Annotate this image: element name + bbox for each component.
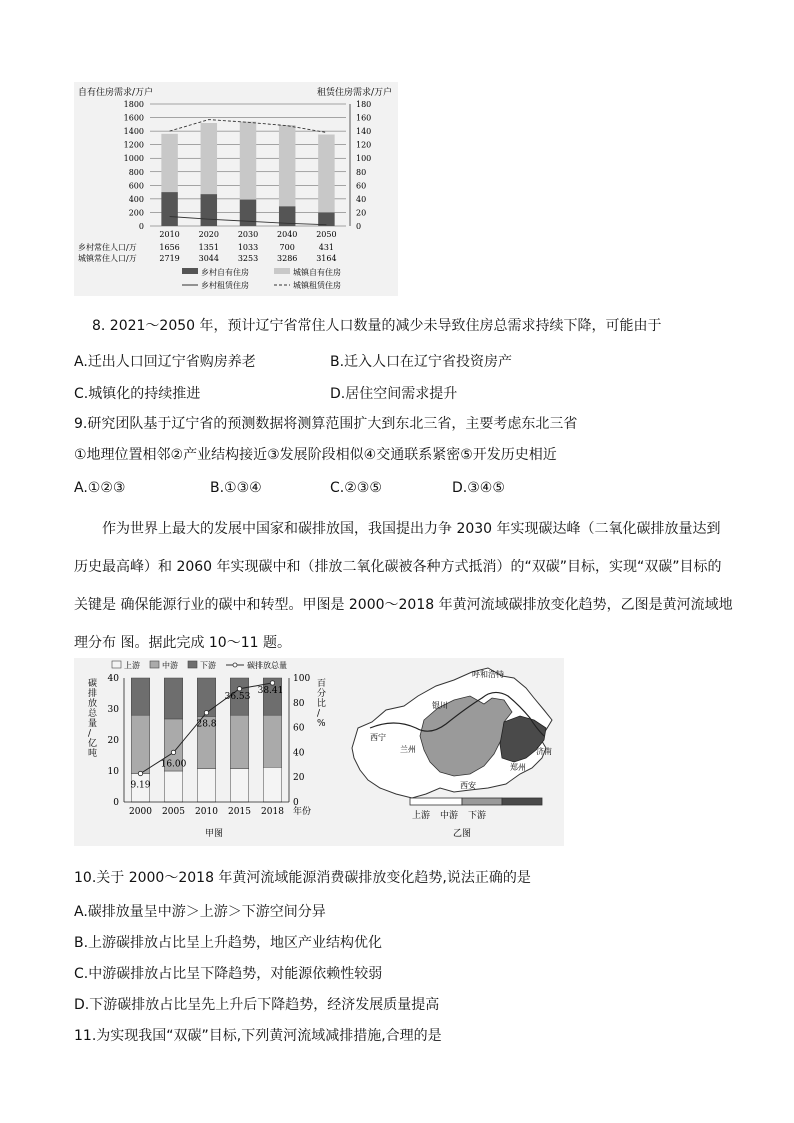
x-tick-label: 2015 <box>228 807 251 817</box>
map-place-yinchuan: 银川 <box>432 701 448 710</box>
left-tick-label: 10 <box>107 767 119 777</box>
right-tick-label: 0 <box>293 798 299 808</box>
right-axis-label: 百分比/ % <box>317 679 327 729</box>
x-unit-label: 年份 <box>293 807 312 817</box>
x-tick-label: 2040 <box>277 230 298 239</box>
total-emission-data-label: 38.41 <box>257 685 284 696</box>
question-9-option-d[interactable]: D.③④⑤ <box>452 480 505 496</box>
bar-upstream <box>230 769 248 802</box>
legend-label-urban-rent: 城镇租赁住房 <box>293 281 341 290</box>
question-9-items: ①地理位置相邻②产业结构接近③发展阶段相似④交通联系紧密⑤开发历史相近 <box>74 447 557 463</box>
right-tick-label: 40 <box>293 748 305 759</box>
right-tick-label: 20 <box>356 208 367 218</box>
chart2-legend <box>112 660 287 670</box>
left-tick-label: 0 <box>138 222 144 231</box>
legend-swatch-upstream <box>112 661 121 668</box>
left-tick-label: 30 <box>107 705 119 715</box>
left-tick-label: 0 <box>113 798 119 808</box>
question-8-option-c[interactable]: C.城镇化的持续推进 <box>74 386 201 402</box>
table-row-label: 城镇常住人口/万 <box>78 254 137 263</box>
table-cell: 431 <box>318 243 335 252</box>
legend-label-midstream: 中游 <box>162 661 178 670</box>
table-cell: 2719 <box>159 254 180 263</box>
question-11-stem: 11.为实现我国“双碳”目标,下列黄河流域减排措施,合理的是 <box>74 1028 442 1044</box>
bar-upstream <box>164 771 182 802</box>
question-8-stem: 8. 2021～2050 年，预计辽宁省常住人口数量的减少未导致住房总需求持续下降，可能由于 <box>92 318 662 334</box>
left-tick-label: 40 <box>107 674 119 684</box>
bar-midstream <box>131 715 149 773</box>
x-tick-label: 2020 <box>198 230 219 239</box>
x-tick-label: 2018 <box>261 807 284 817</box>
right-axis-label: 租赁住房需求/万户 <box>316 88 392 98</box>
table-cell: 1656 <box>159 243 180 252</box>
legend-label-downstream: 下游 <box>200 661 216 670</box>
left-tick-label: 600 <box>128 181 144 191</box>
left-tick-label: 1400 <box>123 127 144 137</box>
legend-label-rural-rent: 乡村租赁住房 <box>201 281 249 290</box>
question-10-option-c[interactable]: C.中游碳排放占比呈下降趋势，对能源依赖性较弱 <box>74 966 383 982</box>
bar-urban-owned <box>240 122 256 200</box>
legend-label-rural-owned: 乡村自有住房 <box>201 268 249 277</box>
left-tick-label: 200 <box>128 208 144 218</box>
question-10-option-b[interactable]: B.上游碳排放占比呈上升趋势，地区产业结构优化 <box>74 935 383 951</box>
map-place-xining: 西宁 <box>370 733 386 742</box>
legend-marker-total <box>233 663 237 667</box>
bar-upstream <box>197 769 215 802</box>
x-tick-label: 2030 <box>237 230 259 239</box>
table-cell: 3253 <box>237 254 259 263</box>
left-axis-label: 碳排放总量/亿吨 <box>88 679 98 759</box>
map-legend-upstream-swatch <box>410 798 462 805</box>
legend-label-urban-owned: 城镇自有住房 <box>293 268 341 277</box>
map-legend-upstream-label: 上游 <box>412 811 431 821</box>
bar-rural-owned <box>201 194 217 226</box>
bar-rural-owned <box>161 192 177 226</box>
bar-rural-owned <box>240 200 256 226</box>
total-emission-data-label: 9.19 <box>130 780 151 791</box>
table-cell: 1351 <box>198 243 219 252</box>
bar-urban-owned <box>318 135 334 213</box>
total-emission-point <box>138 771 142 775</box>
question-8-option-b[interactable]: B.迁入人口在辽宁省投资房产 <box>330 354 513 370</box>
question-9-option-b[interactable]: B.①③④ <box>210 480 262 496</box>
question-10-stem: 10.关于 2000～2018 年黄河流域能源消费碳排放变化趋势,说法正确的是 <box>74 870 531 886</box>
table-cell: 3164 <box>316 254 337 263</box>
map-legend-midstream-label: 中游 <box>440 811 459 821</box>
total-emission-point <box>204 711 208 715</box>
right-tick-label: 80 <box>293 698 305 709</box>
question-9-option-a[interactable]: A.①②③ <box>74 480 126 496</box>
yellow-river-map <box>352 668 552 839</box>
x-tick-label: 2005 <box>162 807 185 817</box>
question-9-stem: 9.研究团队基于辽宁省的预测数据将测算范围扩大到东北三省，主要考虑东北三省 <box>74 416 578 432</box>
table-cell: 3044 <box>198 254 219 263</box>
right-tick-label: 180 <box>356 100 372 109</box>
bar-downstream <box>131 678 149 715</box>
question-8-option-a[interactable]: A.迁出人口回辽宁省购房养老 <box>74 354 256 370</box>
legend-label-upstream: 上游 <box>124 661 140 670</box>
right-tick-label: 120 <box>356 140 372 150</box>
passage-text: 作为世界上最大的发展中国家和碳排放国，我国提出力争 2030 年实现碳达峰（二氧化碳排放量达到历史最高峰）和 2060 年实现碳中和（排放二氧化碳被各种方式抵消）的“双碳”目标，实现“双碳”目标的关键是 确保能源行业的碳中和转型。甲图是 2000～2018 年黄河流域碳排放变化趋势，乙图是黄河流域地理分布 图。据此完成 10～11 题。 <box>74 521 733 651</box>
left-tick-label: 20 <box>107 736 119 746</box>
right-tick-label: 20 <box>293 773 305 784</box>
map-yi-title: 乙图 <box>452 829 472 839</box>
map-place-lanzhou: 兰州 <box>400 745 416 754</box>
map-legend-downstream-swatch <box>502 798 542 805</box>
bar-urban-owned <box>279 125 295 206</box>
left-tick-label: 1600 <box>123 113 144 123</box>
question-9-option-c[interactable]: C.②③⑤ <box>330 480 382 496</box>
right-tick-label: 60 <box>293 723 305 734</box>
bar-urban-owned <box>201 123 217 194</box>
total-emission-data-label: 16.00 <box>160 759 187 770</box>
right-tick-label: 160 <box>356 113 372 123</box>
right-tick-label: 60 <box>356 181 367 191</box>
x-tick-label: 2010 <box>195 807 218 817</box>
table-row-label: 乡村常住人口/万 <box>78 243 137 252</box>
total-emission-data-label: 36.53 <box>224 691 251 702</box>
left-tick-label: 1200 <box>123 140 144 150</box>
x-tick-label: 2010 <box>159 230 180 239</box>
bar-upstream <box>263 767 281 802</box>
chart1-legend <box>182 267 341 290</box>
bar-downstream <box>164 678 182 719</box>
map-legend-midstream-swatch <box>462 798 502 805</box>
table-cell: 700 <box>279 243 295 252</box>
chart-jia-title: 甲图 <box>204 829 224 839</box>
bar-midstream <box>263 715 281 767</box>
legend-swatch-downstream <box>188 661 197 668</box>
right-tick-label: 80 <box>356 167 367 177</box>
map-place-hohhot: 呼和浩特 <box>472 670 504 679</box>
bar-urban-owned <box>161 134 177 192</box>
table-cell: 1033 <box>237 243 259 252</box>
housing-demand-chart-svg <box>74 82 398 296</box>
legend-label-total: 碳排放总量 <box>247 661 287 670</box>
bar-midstream <box>230 715 248 768</box>
table-cell: 3286 <box>277 254 298 263</box>
right-tick-label: 100 <box>293 674 311 684</box>
left-tick-label: 800 <box>128 167 144 177</box>
legend-swatch-rural-owned <box>182 268 198 274</box>
carbon-emission-chart-svg <box>74 658 564 846</box>
map-place-xian: 西安 <box>460 781 476 790</box>
x-tick-label: 2000 <box>129 807 152 817</box>
question-10-option-a[interactable]: A.碳排放量呈中游＞上游＞下游空间分异 <box>74 904 326 920</box>
map-place-zhengzhou: 郑州 <box>510 763 526 772</box>
yellow-river-figure <box>74 658 564 846</box>
question-8-option-d[interactable]: D.居住空间需求提升 <box>330 386 458 402</box>
total-emission-point <box>237 687 241 691</box>
total-emission-point <box>171 750 175 754</box>
right-tick-label: 140 <box>356 127 372 137</box>
total-emission-data-label: 28.8 <box>196 719 217 730</box>
right-tick-label: 100 <box>356 154 372 164</box>
housing-demand-chart <box>74 82 398 296</box>
right-tick-label: 0 <box>356 222 362 231</box>
question-10-option-d[interactable]: D.下游碳排放占比呈先上升后下降趋势，经济发展质量提高 <box>74 997 440 1013</box>
map-place-jinan: 济南 <box>536 747 552 756</box>
right-tick-label: 40 <box>356 194 367 204</box>
bar-rural-owned <box>318 212 334 226</box>
left-tick-label: 400 <box>128 194 144 204</box>
legend-swatch-midstream <box>150 661 159 668</box>
left-tick-label: 1800 <box>123 100 144 109</box>
total-emission-point <box>270 681 274 685</box>
x-tick-label: 2050 <box>316 230 337 239</box>
left-tick-label: 1000 <box>123 154 144 164</box>
legend-swatch-urban-owned <box>274 268 290 274</box>
map-legend-downstream-label: 下游 <box>468 811 487 821</box>
left-axis-label: 自有住房需求/万户 <box>78 88 154 98</box>
